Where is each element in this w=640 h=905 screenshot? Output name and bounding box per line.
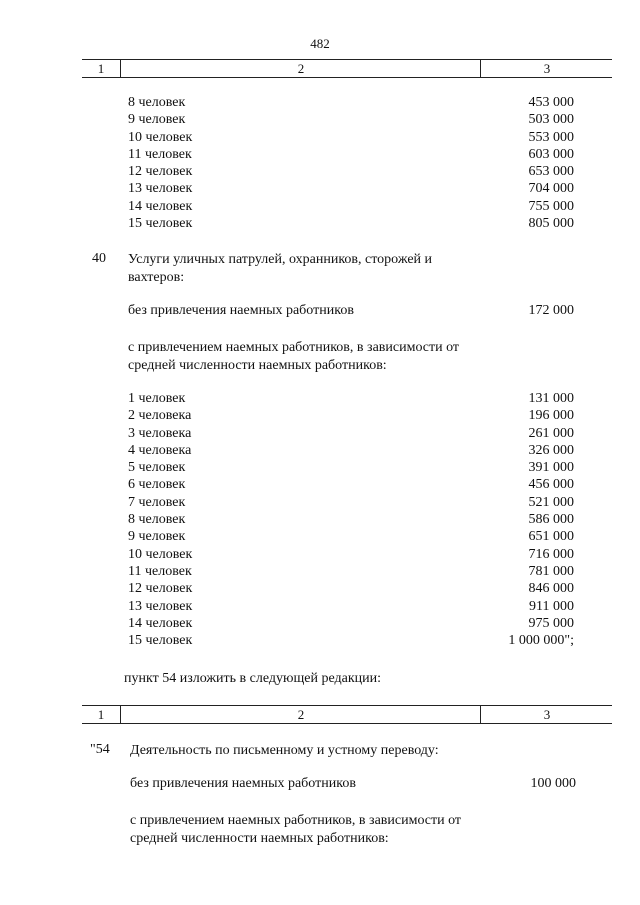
employee-count-list-top [0, 94, 640, 232]
list-item [0, 528, 640, 545]
amount-value: 846 000 [528, 581, 574, 597]
amount-value: 326 000 [528, 442, 574, 458]
employee-count-label: 9 человек [128, 112, 186, 128]
amount-value: 503 000 [528, 112, 574, 128]
table-header [82, 59, 612, 78]
page-number: 482 [310, 36, 330, 51]
amount-value: 805 000 [528, 216, 574, 232]
list-item [0, 459, 640, 476]
list-item [0, 511, 640, 528]
amount-value: 453 000 [528, 95, 574, 110]
employee-count-label: 9 человек [128, 529, 186, 545]
amount-value: 603 000 [528, 146, 574, 162]
employee-count-label: 8 человек [128, 95, 186, 110]
list-item [0, 476, 640, 493]
list-item [0, 146, 640, 163]
column-1-header: 1 [97, 61, 105, 76]
employee-count-label: 11 человек [128, 563, 192, 579]
employee-count-label: 6 человек [128, 477, 186, 493]
employee-count-list-40 [0, 390, 640, 649]
without-employees-label: без привлечения наемных работников [130, 776, 356, 791]
amount-value: 586 000 [528, 512, 574, 528]
list-item [0, 563, 640, 580]
employee-count-label: 14 человек [128, 198, 193, 214]
employee-count-label: 2 человека [128, 408, 192, 424]
list-item [0, 407, 640, 424]
amount-value: 131 000 [528, 391, 574, 406]
amount-value: 716 000 [528, 546, 574, 562]
amount-value: 261 000 [528, 425, 574, 441]
item-number: "54 [90, 742, 110, 757]
employee-count-label: 13 человек [128, 598, 193, 614]
employee-count-label: 12 человек [128, 581, 193, 597]
amount-value: 755 000 [528, 198, 574, 214]
column-1-header: 1 [97, 707, 105, 722]
column-3-header: 3 [480, 60, 613, 77]
amount-value: 1 000 000"; [508, 633, 574, 649]
list-item [0, 198, 640, 215]
with-employees-label: с привлечением наемных работников, в зависимости от средней численности наемных работников: [128, 340, 460, 373]
instruction-text: пункт 54 изложить в следующей редакции: [124, 671, 381, 686]
amount-value: 653 000 [528, 164, 574, 180]
list-item [0, 180, 640, 197]
list-item [0, 632, 640, 649]
list-item [0, 442, 640, 459]
list-item [0, 163, 640, 180]
item-number: 40 [92, 251, 106, 266]
amount-value: 553 000 [528, 129, 574, 145]
employee-count-label: 8 человек [128, 512, 186, 528]
amount-value: 456 000 [528, 477, 574, 493]
employee-count-label: 10 человек [128, 546, 193, 562]
employee-count-label: 1 человек [128, 391, 186, 406]
list-item [0, 129, 640, 146]
list-item [0, 598, 640, 615]
employee-count-label: 4 человека [128, 442, 192, 458]
employee-count-label: 15 человек [128, 633, 193, 649]
amount-value: 975 000 [528, 615, 574, 631]
item-title: Деятельность по письменному и устному переводу: [130, 743, 439, 758]
amount-value: 911 000 [529, 598, 574, 614]
amount-value: 521 000 [528, 494, 574, 510]
column-3-header: 3 [480, 706, 613, 723]
amount-value: 704 000 [528, 181, 574, 197]
list-item [0, 615, 640, 632]
employee-count-label: 14 человек [128, 615, 193, 631]
without-employees-label: без привлечения наемных работников [128, 303, 354, 318]
list-item [0, 425, 640, 442]
amount-value: 781 000 [528, 563, 574, 579]
list-item [0, 580, 640, 597]
list-item [0, 111, 640, 128]
employee-count-label: 10 человек [128, 129, 193, 145]
without-employees-value: 172 000 [528, 303, 574, 318]
employee-count-label: 15 человек [128, 216, 193, 232]
list-item [0, 94, 640, 111]
employee-count-label: 13 человек [128, 181, 193, 197]
employee-count-label: 11 человек [128, 146, 192, 162]
list-item [0, 390, 640, 407]
without-employees-value: 100 000 [530, 776, 576, 791]
employee-count-label: 3 человека [128, 425, 192, 441]
amount-value: 196 000 [528, 408, 574, 424]
amount-value: 651 000 [528, 529, 574, 545]
column-2-header: 2 [120, 706, 481, 723]
employee-count-label: 12 человек [128, 164, 193, 180]
employee-count-label: 5 человек [128, 460, 186, 476]
column-2-header: 2 [120, 60, 481, 77]
list-item [0, 546, 640, 563]
list-item [0, 215, 640, 232]
employee-count-label: 7 человек [128, 494, 186, 510]
amount-value: 391 000 [528, 460, 574, 476]
list-item [0, 494, 640, 511]
item-title: Услуги уличных патрулей, охранников, сторожей и вахтеров: [128, 252, 433, 285]
with-employees-label: с привлечением наемных работников, в зависимости от средней численности наемных работников: [130, 813, 462, 846]
table-header-2 [82, 705, 612, 724]
